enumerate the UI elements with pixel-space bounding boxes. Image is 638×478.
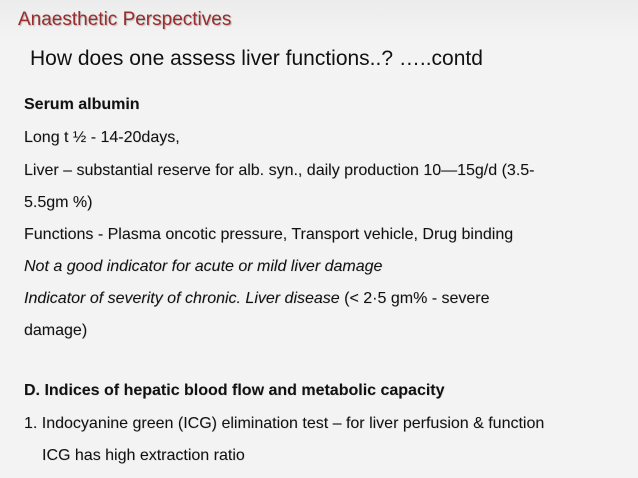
reserve-line-2: 5.5gm %) <box>24 194 93 211</box>
severity-line-1 <box>24 288 624 310</box>
severity-line-2: damage) <box>24 322 88 339</box>
half-life-line: Long t ½ - 14-20days, <box>24 129 180 146</box>
icg-test-line: 1. Indocyanine green (ICG) elimination test – for liver perfusion & function <box>24 415 545 432</box>
icg-ratio-line: ICG has high extraction ratio <box>42 447 245 464</box>
section-d-heading: D. Indices of hepatic blood flow and metabolic capacity <box>24 382 445 399</box>
severity-italic-text: Indicator of severity of chronic. Liver disease <box>24 290 340 307</box>
section-label: Anaesthetic Perspectives <box>18 9 232 30</box>
not-good-indicator-line: Not a good indicator for acute or mild liver damage <box>24 258 383 275</box>
functions-line: Functions - Plasma oncotic pressure, Transport vehicle, Drug binding <box>24 226 514 243</box>
severity-rest-text: (< 2·5 gm% - severe <box>339 290 490 307</box>
serum-albumin-heading: Serum albumin <box>24 96 140 113</box>
slide-title: How does one assess liver functions..? …..contd <box>30 47 483 70</box>
reserve-line-1: Liver – substantial reserve for alb. syn., daily production 10—15g/d (3.5- <box>24 162 535 179</box>
